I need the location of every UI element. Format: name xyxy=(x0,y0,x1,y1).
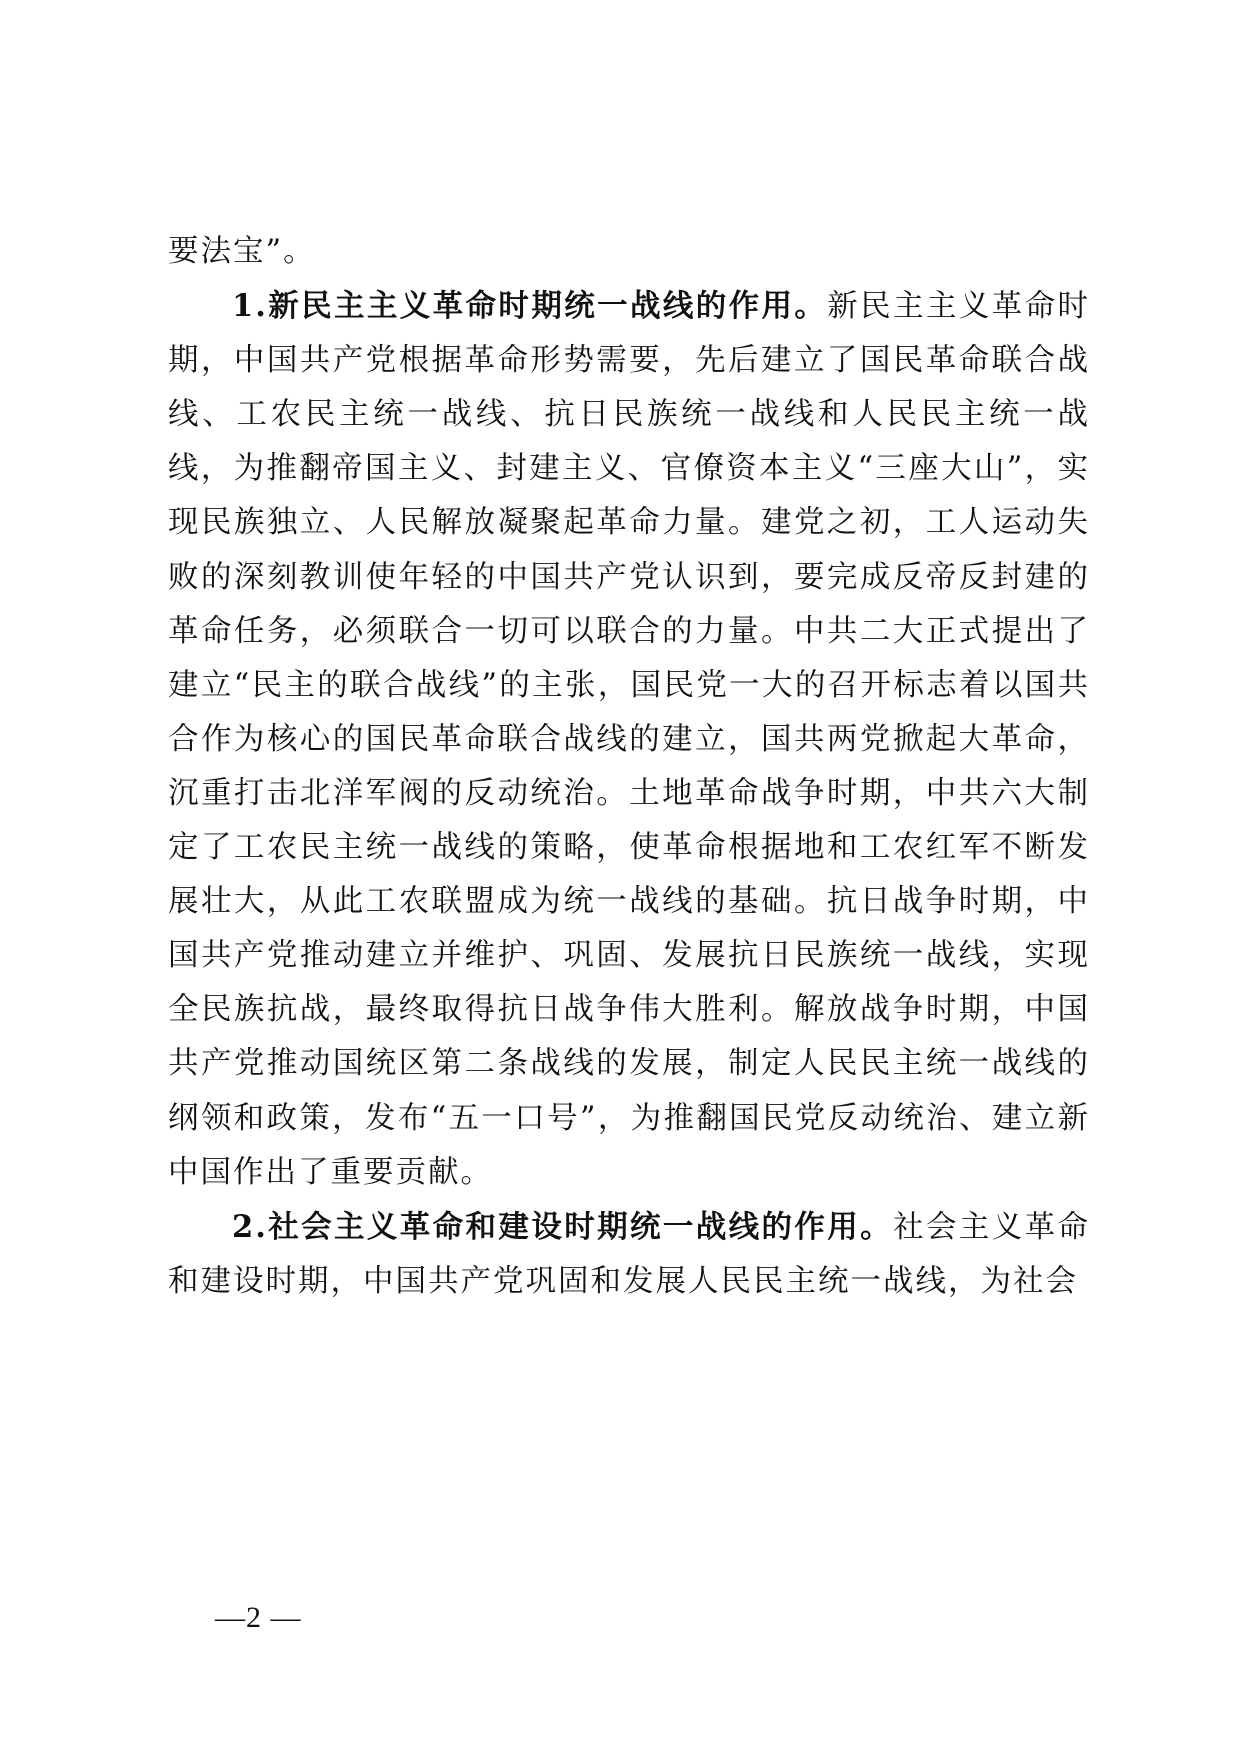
paragraph-socialist-revolution xyxy=(168,1200,1090,1309)
section-heading: 1.新民主主义革命时期统一战线的作用。 xyxy=(232,288,828,325)
section-heading: 2.社会主义革命和建设时期统一战线的作用。 xyxy=(232,1208,894,1245)
paragraph-text: 新民主主义革命时期，中国共产党根据革命形势需要，先后建立了国民革命联合战线、工农民主统一战线、抗日民族统一战线和人民民主统一战线，为推翻帝国主义、封建主义、官僚资本主义“三座大山”，实现民族独立、人民解放凝聚起革命力量。建党之初，工人运动失败的深刻教训使年轻的中国共产党认识到，要完成反帝反封建的革命任务，必须联合一切可以联合的力量。中共二大正式提出了建立“民主的联合战线”的主张，国民党一大的召开标志着以国共合作为核心的国民革命联合战线的建立，国共两党掀起大革命，沉重打击北洋军阀的反动统治。土地革命战争时期，中共六大制定了工农民主统一战线的策略，使革命根据地和工农红军不断发展壮大，从此工农联盟成为统一战线的基础。抗日战争时期，中国共产党推动建立并维护、巩固、发展抗日民族统一战线，实现全民族抗战，最终取得抗日战争伟大胜利。解放战争时期，中国共产党推动国统区第二条战线的发展，制定人民民主统一战线的纲领和政策，发布“五一口号”，为推翻国民党反动统治、建立新中国作出了重要贡献。 xyxy=(168,289,1091,1190)
paragraph-text: 要法宝”。 xyxy=(168,234,316,269)
paragraph-continuation xyxy=(168,225,1090,279)
document-body xyxy=(168,225,1090,1309)
paragraph-text: 社会主义革命和建设时期，中国共产党巩固和发展人民民主统一战线，为社会 xyxy=(168,1209,1091,1299)
page-number: —2 — xyxy=(215,1601,302,1634)
paragraph-new-democratic-revolution xyxy=(168,279,1090,1200)
